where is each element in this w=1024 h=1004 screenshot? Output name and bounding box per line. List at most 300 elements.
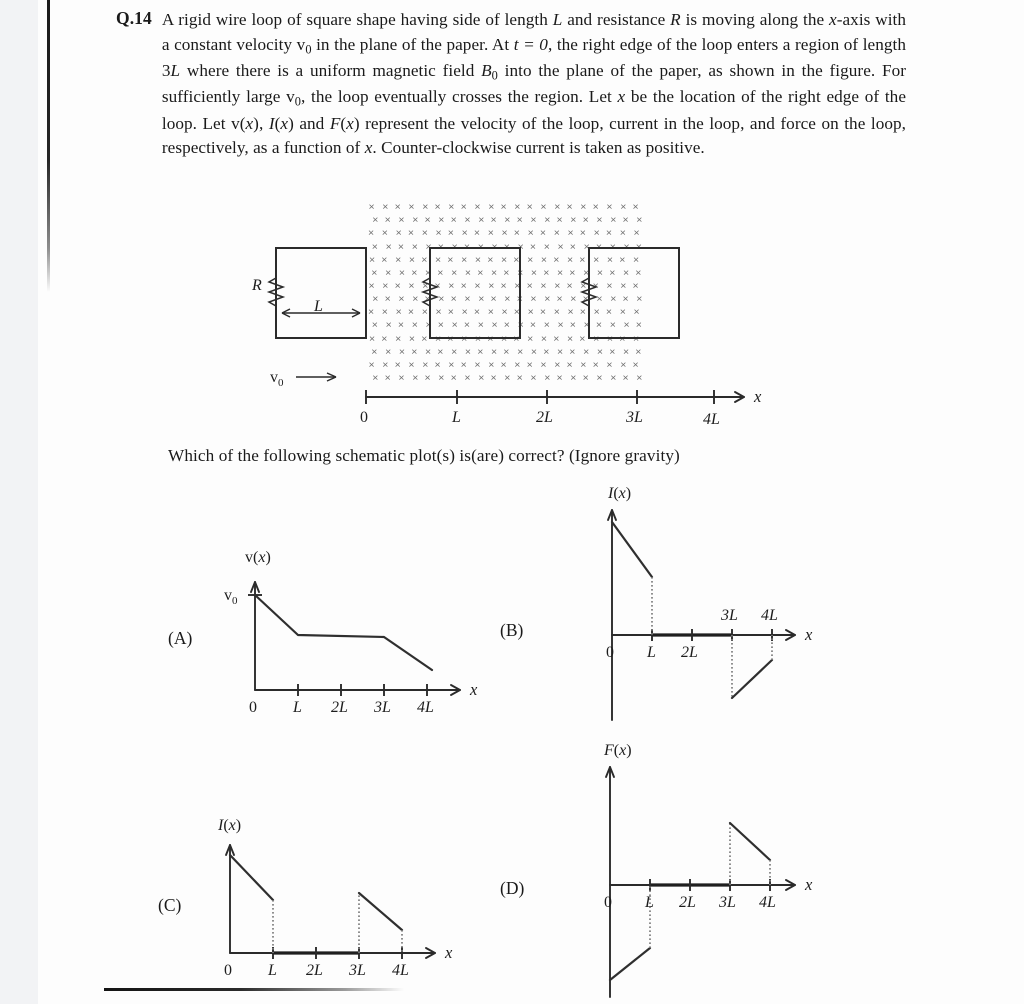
field-cross-mark: × xyxy=(636,214,643,226)
field-cross-mark: × xyxy=(583,267,590,279)
figure-tick-3L: 3L xyxy=(626,409,643,426)
field-cross-mark: × xyxy=(513,227,520,239)
field-cross-mark: × xyxy=(447,227,454,239)
field-cross-mark: × xyxy=(636,293,643,305)
field-cross-mark: × xyxy=(437,346,444,358)
field-cross-mark: × xyxy=(424,372,431,384)
q-sym-Ix: I(x) xyxy=(268,113,294,133)
field-cross-mark: × xyxy=(517,346,524,358)
field-cross-mark: × xyxy=(633,306,640,318)
field-cross-mark: × xyxy=(424,293,431,305)
field-cross-mark: × xyxy=(527,227,534,239)
field-cross-mark: × xyxy=(464,214,471,226)
field-cross-mark: × xyxy=(592,359,599,371)
field-cross-mark: × xyxy=(478,372,485,384)
field-cross-mark: × xyxy=(635,346,642,358)
field-cross-mark: × xyxy=(610,372,617,384)
field-cross-mark: × xyxy=(368,280,375,292)
field-cross-mark: × xyxy=(596,346,604,358)
field-cross-mark: × xyxy=(372,372,379,384)
field-cross-mark: × xyxy=(385,241,392,253)
plot-C-tick-0: 0 xyxy=(224,962,232,979)
field-cross-mark: × xyxy=(422,201,429,213)
field-cross-mark: × xyxy=(516,214,523,226)
field-cross-mark: × xyxy=(395,333,402,345)
field-cross-mark: × xyxy=(412,372,419,384)
problem-figure xyxy=(244,190,804,435)
magnetic-field-region xyxy=(368,201,642,384)
field-cross-mark: × xyxy=(460,201,467,213)
plot-C-tick-2L: 2L xyxy=(306,962,323,979)
field-cross-mark: × xyxy=(622,214,629,226)
field-cross-mark: × xyxy=(411,267,418,279)
field-cross-mark: × xyxy=(503,241,510,253)
field-cross-mark: × xyxy=(580,280,587,292)
field-cross-mark: × xyxy=(369,333,376,345)
field-cross-mark: × xyxy=(632,201,639,213)
field-cross-mark: × xyxy=(381,254,388,266)
field-cross-mark: × xyxy=(477,319,484,331)
question-number: Q.14 xyxy=(116,8,152,28)
field-cross-mark: × xyxy=(407,306,415,318)
field-cross-mark: × xyxy=(579,227,586,239)
field-cross-mark: × xyxy=(491,346,498,358)
q-sym-x: x xyxy=(829,10,837,29)
field-cross-mark: × xyxy=(635,267,642,279)
field-cross-mark: × xyxy=(593,254,600,266)
field-cross-mark: × xyxy=(504,372,511,384)
plot-D-title: F(x) xyxy=(604,742,632,759)
field-cross-mark: × xyxy=(606,254,614,266)
plot-B-seg-neg xyxy=(732,660,772,698)
field-cross-mark: × xyxy=(530,267,538,279)
field-cross-mark: × xyxy=(567,227,574,239)
field-cross-mark: × xyxy=(592,201,599,213)
field-cross-mark: × xyxy=(596,214,603,226)
q-seg-0: A rigid wire loop of square shape having side of length xyxy=(161,10,553,29)
field-cross-mark: × xyxy=(368,201,375,213)
field-cross-mark: × xyxy=(384,372,391,384)
field-cross-mark: × xyxy=(556,293,563,305)
field-cross-mark: × xyxy=(620,201,627,213)
field-cross-mark: × xyxy=(398,293,405,305)
field-cross-mark: × xyxy=(583,241,590,253)
field-cross-mark: × xyxy=(474,201,481,213)
plot-C-axis-label-x: x xyxy=(445,943,453,962)
field-cross-mark: × xyxy=(371,346,378,358)
field-cross-mark: × xyxy=(554,280,561,292)
field-cross-mark: × xyxy=(368,227,375,239)
field-cross-mark: × xyxy=(619,333,626,345)
field-cross-mark: × xyxy=(448,201,455,213)
field-cross-mark: × xyxy=(425,241,432,253)
field-cross-mark: × xyxy=(622,293,629,305)
field-cross-mark: × xyxy=(583,319,590,331)
field-cross-mark: × xyxy=(438,293,445,305)
field-cross-mark: × xyxy=(464,346,472,358)
field-cross-mark: × xyxy=(408,333,416,345)
field-cross-mark: × xyxy=(501,227,508,239)
field-cross-mark: × xyxy=(412,214,419,226)
field-cross-mark: × xyxy=(422,280,429,292)
option-D-label: (D) xyxy=(500,878,525,898)
field-cross-mark: × xyxy=(566,359,573,371)
field-cross-mark: × xyxy=(474,359,481,371)
field-cross-mark: × xyxy=(566,280,573,292)
figure-velocity-label: $v_0$ xyxy=(270,369,284,389)
field-cross-mark: × xyxy=(504,293,511,305)
plot-D-seg-neg xyxy=(610,948,650,980)
plot-A-axis-label-x: x xyxy=(470,680,478,699)
field-cross-mark: × xyxy=(593,333,600,345)
field-cross-mark: × xyxy=(398,267,406,279)
field-cross-mark: × xyxy=(473,306,481,318)
field-cross-mark: × xyxy=(411,319,418,331)
field-cross-mark: × xyxy=(526,201,533,213)
question-block xyxy=(116,8,906,161)
field-cross-mark: × xyxy=(474,254,482,266)
field-cross-mark: × xyxy=(593,306,600,318)
field-cross-mark: × xyxy=(526,280,533,292)
field-cross-mark: × xyxy=(517,267,524,279)
scan-binding-artifact xyxy=(47,0,50,292)
plot-D-seg-pos xyxy=(730,823,770,860)
field-cross-mark: × xyxy=(579,306,586,318)
field-cross-mark: × xyxy=(447,333,454,345)
plot-A xyxy=(160,540,500,720)
field-cross-mark: × xyxy=(385,267,392,279)
field-cross-mark: × xyxy=(503,319,510,331)
field-cross-mark: × xyxy=(500,201,507,213)
field-cross-mark: × xyxy=(554,201,561,213)
option-D[interactable] xyxy=(500,735,920,1000)
field-cross-mark: × xyxy=(557,319,564,331)
field-cross-mark: × xyxy=(513,306,520,318)
q-seg-18: be the location of the right edge of the loop. Let xyxy=(161,87,907,133)
field-cross-mark: × xyxy=(460,359,467,371)
field-cross-mark: × xyxy=(450,372,457,384)
field-cross-mark: × xyxy=(408,280,415,292)
field-cross-mark: × xyxy=(435,227,442,239)
figure-x-tick-labels xyxy=(360,409,720,428)
field-cross-mark: × xyxy=(527,306,534,318)
plot-B-title: I(x) xyxy=(608,485,632,502)
field-cross-mark: × xyxy=(582,293,589,305)
field-cross-mark: × xyxy=(424,214,431,226)
field-cross-mark: × xyxy=(460,280,467,292)
field-cross-mark: × xyxy=(580,359,587,371)
plot-A-tick-3L: 3L xyxy=(374,699,391,716)
option-C-label: (C) xyxy=(158,895,182,915)
field-cross-mark: × xyxy=(596,267,604,279)
field-cross-mark: × xyxy=(491,241,498,253)
field-cross-mark: × xyxy=(540,254,548,266)
field-cross-mark: × xyxy=(384,214,391,226)
plot-C-title: I(x) xyxy=(218,817,242,834)
field-cross-mark: × xyxy=(421,254,428,266)
field-cross-mark: × xyxy=(463,241,471,253)
figure-axis-label-x: x xyxy=(754,387,762,406)
field-cross-mark: × xyxy=(371,319,378,331)
field-cross-mark: × xyxy=(569,346,576,358)
option-A[interactable] xyxy=(160,540,520,720)
plot-C-tick-4L: 4L xyxy=(392,962,409,979)
field-cross-mark: × xyxy=(567,306,574,318)
q-sym-x-2: x xyxy=(617,87,626,107)
field-cross-mark: × xyxy=(553,306,560,318)
field-cross-mark: × xyxy=(529,319,537,331)
field-cross-mark: × xyxy=(464,372,471,384)
plot-A-y-label-v0: $v_0$ xyxy=(224,587,238,607)
figure-tick-L: L xyxy=(452,409,461,426)
field-cross-mark: × xyxy=(398,214,405,226)
field-cross-mark: × xyxy=(408,359,415,371)
field-cross-mark: × xyxy=(384,293,391,305)
field-cross-mark: × xyxy=(490,293,497,305)
field-cross-mark: × xyxy=(500,359,507,371)
field-cross-mark: × xyxy=(500,280,507,292)
field-cross-mark: × xyxy=(516,293,523,305)
field-cross-mark: × xyxy=(434,201,441,213)
page-left-margin xyxy=(0,0,38,1004)
field-cross-mark: × xyxy=(609,241,616,253)
field-cross-mark: × xyxy=(540,359,547,371)
field-cross-mark: × xyxy=(569,267,576,279)
field-cross-mark: × xyxy=(633,333,640,345)
field-cross-mark: × xyxy=(583,346,590,358)
q-sym-L: L xyxy=(552,10,563,29)
field-cross-mark: × xyxy=(530,214,537,226)
field-cross-mark: × xyxy=(474,280,481,292)
field-cross-mark: × xyxy=(553,227,560,239)
field-cross-mark: × xyxy=(451,319,458,331)
field-cross-mark: × xyxy=(595,241,603,253)
field-cross-mark: × xyxy=(636,372,643,384)
field-cross-mark: × xyxy=(425,267,432,279)
field-cross-mark: × xyxy=(487,254,494,266)
plot-B-tick-0: 0 xyxy=(606,644,614,661)
field-cross-mark: × xyxy=(448,359,455,371)
field-cross-mark: × xyxy=(553,333,560,345)
field-cross-mark: × xyxy=(394,280,401,292)
plot-B-seg-rise xyxy=(612,522,652,577)
field-cross-mark: × xyxy=(421,306,428,318)
q-sym-v0-2: $v_0$ xyxy=(286,87,302,109)
field-cross-mark: × xyxy=(569,319,576,331)
field-cross-mark: × xyxy=(530,346,538,358)
q-seg-22: and xyxy=(293,113,330,133)
plot-A-tick-0: 0 xyxy=(249,699,257,716)
field-cross-mark: × xyxy=(557,346,564,358)
field-cross-mark: × xyxy=(395,227,402,239)
plot-D-tick-4L: 4L xyxy=(759,894,776,911)
field-cross-mark: × xyxy=(437,267,444,279)
field-cross-mark: × xyxy=(540,280,547,292)
field-cross-mark: × xyxy=(513,333,520,345)
q-sym-3L: 3L xyxy=(161,61,181,81)
field-cross-mark: × xyxy=(543,346,550,358)
field-cross-mark: × xyxy=(411,241,418,253)
option-B-label: (B) xyxy=(500,620,524,640)
field-cross-mark: × xyxy=(606,333,614,345)
plot-C-seg-1 xyxy=(230,855,273,900)
field-cross-mark: × xyxy=(635,319,642,331)
q-sym-t0: t = 0 xyxy=(513,34,548,54)
field-cross-mark: × xyxy=(477,267,484,279)
field-cross-mark: × xyxy=(539,227,547,239)
plot-D-axis-label-x: x xyxy=(805,875,813,894)
field-cross-mark: × xyxy=(530,372,537,384)
field-cross-mark: × xyxy=(527,254,534,266)
field-cross-mark: × xyxy=(593,227,600,239)
field-cross-mark: × xyxy=(544,293,551,305)
plot-A-curve xyxy=(255,595,432,670)
plot-A-tick-4L: 4L xyxy=(417,699,434,716)
field-cross-mark: × xyxy=(579,254,586,266)
field-cross-mark: × xyxy=(382,280,389,292)
field-cross-mark: × xyxy=(451,346,458,358)
field-cross-mark: × xyxy=(385,319,392,331)
question-text xyxy=(162,8,906,161)
field-cross-mark: × xyxy=(554,359,561,371)
field-cross-mark: × xyxy=(582,372,589,384)
field-cross-mark: × xyxy=(371,267,378,279)
plot-A-tick-L: L xyxy=(293,699,302,716)
field-cross-mark: × xyxy=(438,372,445,384)
plot-B-tick-L: L xyxy=(647,644,656,661)
q-seg-12: where there is a uniform magnetic field xyxy=(180,61,482,81)
field-cross-mark: × xyxy=(623,241,630,253)
field-cross-mark: × xyxy=(529,241,537,253)
field-cross-mark: × xyxy=(435,306,442,318)
figure-tick-4L: 4L xyxy=(703,411,720,428)
field-cross-mark: × xyxy=(620,280,627,292)
field-cross-mark: × xyxy=(622,372,629,384)
field-cross-mark: × xyxy=(619,254,626,266)
field-cross-mark: × xyxy=(411,346,418,358)
field-cross-mark: × xyxy=(567,254,574,266)
field-cross-mark: × xyxy=(398,372,405,384)
field-cross-mark: × xyxy=(382,359,389,371)
q-seg-10: , the right edge of the loop enters a region of length xyxy=(547,34,906,54)
field-cross-mark: × xyxy=(490,214,497,226)
field-cross-mark: × xyxy=(463,319,471,331)
field-cross-mark: × xyxy=(556,372,563,384)
field-cross-mark: × xyxy=(530,293,537,305)
plot-D-tick-2L: 2L xyxy=(679,894,696,911)
field-cross-mark: × xyxy=(461,254,468,266)
field-cross-mark: × xyxy=(623,267,630,279)
plot-B-tick-4L: 4L xyxy=(761,607,778,624)
field-cross-mark: × xyxy=(368,359,375,371)
field-cross-mark: × xyxy=(514,280,521,292)
field-cross-mark: × xyxy=(543,241,550,253)
field-cross-mark: × xyxy=(464,267,472,279)
field-cross-mark: × xyxy=(543,267,550,279)
field-cross-mark: × xyxy=(450,214,457,226)
field-cross-mark: × xyxy=(610,293,617,305)
field-cross-mark: × xyxy=(514,359,521,371)
q-seg-20: , xyxy=(258,113,269,133)
field-cross-mark: × xyxy=(447,306,454,318)
field-cross-mark: × xyxy=(632,359,639,371)
field-cross-mark: × xyxy=(501,254,508,266)
field-cross-mark: × xyxy=(395,306,402,318)
field-cross-mark: × xyxy=(579,333,586,345)
field-cross-mark: × xyxy=(501,333,508,345)
plot-D-tick-L: L xyxy=(645,894,654,911)
q-seg-26: . Counter-clockwise current is taken as positive. xyxy=(372,138,705,158)
field-cross-mark: × xyxy=(513,254,520,266)
option-B[interactable] xyxy=(500,480,920,730)
figure-side-length-label: L xyxy=(314,298,323,315)
field-cross-mark: × xyxy=(490,372,497,384)
field-cross-mark: × xyxy=(609,346,616,358)
field-cross-mark: × xyxy=(566,201,573,213)
field-cross-mark: × xyxy=(633,227,640,239)
q-sym-vx: v(x) xyxy=(231,113,259,133)
plot-B-tick-3L: 3L xyxy=(721,607,738,624)
q-seg-2: and resistance xyxy=(562,10,671,29)
field-cross-mark: × xyxy=(580,201,587,213)
field-cross-mark: × xyxy=(474,333,482,345)
field-cross-mark: × xyxy=(461,306,468,318)
plot-B-tick-2L: 2L xyxy=(681,644,698,661)
plot-A-tick-2L: 2L xyxy=(331,699,348,716)
field-cross-mark: × xyxy=(504,214,511,226)
q-sym-Fx: F(x) xyxy=(329,113,360,133)
field-cross-mark: × xyxy=(540,201,547,213)
field-cross-mark: × xyxy=(435,333,442,345)
figure-tick-0: 0 xyxy=(360,409,368,426)
q-seg-6: -axis with a constant velocity xyxy=(161,10,907,54)
field-cross-mark: × xyxy=(605,306,613,318)
field-cross-mark: × xyxy=(478,293,485,305)
q-seg-14: into the plane of the paper, as shown in the figure. For sufficiently large xyxy=(161,61,906,107)
q-sym-R: R xyxy=(670,10,681,29)
field-cross-mark: × xyxy=(620,359,627,371)
q-seg-16: , the loop eventually crosses the region. Let xyxy=(301,87,618,107)
field-cross-mark: × xyxy=(556,214,563,226)
field-cross-mark: × xyxy=(557,267,564,279)
field-cross-mark: × xyxy=(544,372,551,384)
field-cross-mark: × xyxy=(477,346,484,358)
field-cross-mark: × xyxy=(412,293,419,305)
field-cross-mark: × xyxy=(385,346,392,358)
field-cross-mark: × xyxy=(596,372,603,384)
field-cross-mark: × xyxy=(395,254,402,266)
field-cross-mark: × xyxy=(609,267,616,279)
field-cross-mark: × xyxy=(394,359,401,371)
field-cross-mark: × xyxy=(619,227,626,239)
loop-before-field xyxy=(269,248,366,338)
field-cross-mark: × xyxy=(437,319,444,331)
field-cross-mark: × xyxy=(408,254,416,266)
field-cross-mark: × xyxy=(582,214,589,226)
field-cross-mark: × xyxy=(434,280,441,292)
plot-D-tick-0: 0 xyxy=(604,894,612,911)
field-cross-mark: × xyxy=(425,346,432,358)
plot-D xyxy=(500,735,860,1000)
field-cross-mark: × xyxy=(517,319,524,331)
field-cross-mark: × xyxy=(438,214,445,226)
field-cross-mark: × xyxy=(570,372,577,384)
field-cross-mark: × xyxy=(461,333,468,345)
field-cross-mark: × xyxy=(448,280,455,292)
field-cross-mark: × xyxy=(407,227,415,239)
field-cross-mark: × xyxy=(569,241,576,253)
option-C[interactable] xyxy=(150,805,510,995)
